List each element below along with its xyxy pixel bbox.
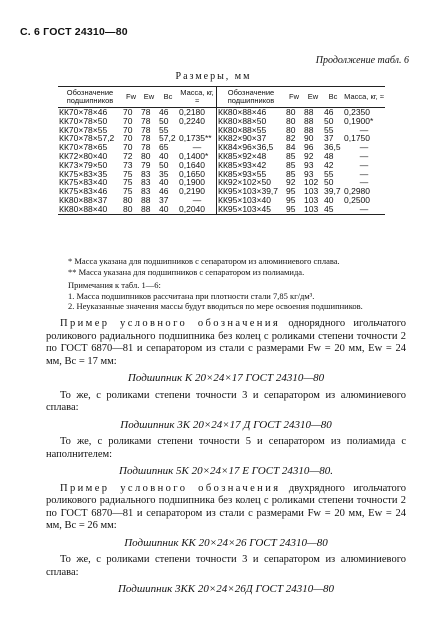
cell-bc: 46: [159, 107, 169, 117]
cell-mass: 0,1900*: [344, 115, 374, 126]
cell-bc: 50: [159, 115, 169, 126]
cell-designation: КК92×102×50: [217, 178, 286, 187]
dimensions-label: Размеры, мм: [175, 71, 252, 82]
col-ew: Ew: [303, 87, 323, 108]
cell-mass: 0,2190: [179, 186, 205, 197]
cell-designation: КК75×83×46: [59, 186, 108, 197]
cell-mass: 0,2500: [344, 194, 370, 205]
cell-bc: 50: [324, 115, 334, 126]
designation: Подшипник 3КК 20×24×26Д ГОСТ 24310—80: [117, 583, 334, 595]
cell-mass: 0,2240: [179, 115, 205, 126]
cell-designation: КК95×103×40: [217, 196, 286, 205]
cell-mass: —: [359, 159, 369, 170]
example-lead: Пример условного обозначения: [60, 482, 281, 494]
cell-designation: КК85×92×48: [217, 152, 286, 161]
cell-ew: 103: [304, 186, 319, 197]
cell-designation: КК95×103×39,7: [217, 187, 286, 196]
cell-mass: —: [359, 142, 369, 153]
cell-fw: 72: [123, 150, 133, 161]
cell-designation: КК70×78×65: [59, 142, 108, 153]
col-bc: Bc: [158, 87, 178, 108]
col-fw: Fw: [122, 87, 140, 108]
cell-designation: КК72×80×40: [59, 150, 108, 161]
cell-designation: КК70×78×57,2: [59, 133, 115, 144]
cell-fw: 80: [122, 205, 140, 214]
cell-designation: КК85×93×42: [217, 161, 286, 170]
cell-mass: —: [359, 177, 369, 188]
cell-bc: 37: [159, 194, 169, 205]
example-dims: Fw = 20 мм, Ew = 24 мм, Bc = 26 мм:: [46, 507, 406, 531]
cell-designation: КК75×83×35: [59, 168, 108, 179]
cell-bc: 42: [324, 159, 334, 170]
page-header: С. 6 ГОСТ 24310—80: [20, 26, 128, 38]
cell-mass: 0,1735**: [179, 133, 212, 144]
example-3-paragraph: То же, с роликами степени точности 5 и сепаратором из полиамида с наполнителем:: [46, 436, 406, 460]
note: 1. Масса подшипников рассчитана при плотности стали 7,85 кг/дм³.: [68, 290, 315, 301]
note: 2. Неуказанные значения массы будут вводиться по мере освоения подшипников.: [68, 301, 363, 311]
cell-mass: 0,2180: [179, 107, 205, 117]
cell-fw: 70: [123, 107, 133, 117]
cell-mass: 0,2040: [178, 205, 217, 214]
cell-fw: 82: [286, 133, 296, 144]
table-body: [58, 108, 385, 215]
col-designation: Обозначение подшипников: [58, 87, 122, 108]
cell-fw: 80: [123, 194, 133, 205]
cell-designation: КК80×88×40: [58, 205, 122, 214]
example-5-paragraph: То же, с роликами степени точности 3 и сепаратором из алюминиевого сплава:: [46, 554, 406, 578]
table-header-row: [58, 87, 385, 108]
cell-fw: 85: [286, 159, 296, 170]
example-lead: Пример условного обозначения: [60, 318, 281, 329]
cell-fw: 70: [123, 133, 133, 144]
cell-ew: 103: [303, 205, 323, 214]
designation: Подшипник 5К 20×24×17 Е ГОСТ 24310—80.: [119, 465, 333, 477]
designation: Подшипник 3К 20×24×17 Д ГОСТ 24310—80: [120, 418, 332, 431]
cell-ew: 78: [141, 124, 151, 135]
cell-mass: 0,1400*: [179, 150, 209, 161]
cell-mass: —: [359, 124, 369, 135]
cell-ew: 78: [141, 115, 151, 126]
notes-block: [58, 256, 408, 312]
cell-designation: КК95×103×45: [217, 205, 286, 214]
cell-ew: 102: [304, 177, 319, 188]
cell-designation: КК80×88×37: [59, 194, 108, 205]
cell-bc: 40: [158, 205, 178, 214]
cell-bc: 55: [324, 168, 334, 179]
cell-fw: 70: [123, 142, 133, 153]
cell-ew: 103: [304, 194, 319, 205]
cell-designation: КК70×78×46: [59, 107, 108, 117]
cell-mass: —: [359, 168, 369, 179]
example-text: однорядного игольчатого роликового радиального подшипника без колец с роликами степени точности 2 по ГОСТ 6870—81 и сепаратором из стали с размерами: [46, 318, 407, 354]
cell-mass: 0,2980: [344, 186, 370, 197]
cell-bc: 40: [159, 150, 169, 161]
cell-ew: 92: [304, 150, 314, 161]
cell-fw: 85: [286, 168, 296, 179]
table-continuation-label: Продолжение табл. 6: [315, 55, 409, 66]
cell-fw: 85: [286, 150, 296, 161]
cell-ew: 93: [304, 168, 314, 179]
cell-designation: КК80×88×55: [217, 126, 286, 135]
cell-bc: 46: [324, 107, 334, 117]
cell-ew: 83: [141, 186, 151, 197]
cell-designation: КК75×83×40: [59, 177, 108, 188]
cell-bc: 50: [159, 159, 169, 170]
cell-bc: 57,2: [159, 133, 176, 144]
col-ew: Ew: [140, 87, 158, 108]
cell-designation: КК80×88×46: [217, 108, 286, 117]
cell-ew: 88: [304, 115, 314, 126]
cell-mass: —: [359, 150, 369, 161]
cell-mass: 0,1750: [344, 133, 370, 144]
examples-section: [46, 318, 406, 601]
cell-bc: 35: [159, 168, 169, 179]
col-mass: Масса, кг, ≈: [343, 87, 385, 108]
cell-designation: КК70×78×50: [59, 115, 108, 126]
cell-fw: 80: [286, 124, 296, 135]
cell-bc: 37: [324, 133, 334, 144]
cell-fw: 73: [123, 159, 133, 170]
cell-designation: КК70×78×55: [59, 124, 108, 135]
cell-fw: 92: [286, 177, 296, 188]
designation: Подшипник КК 20×24×26 ГОСТ 24310—80: [124, 536, 328, 549]
notes-title: Примечания к табл. 1—6:: [68, 280, 161, 290]
cell-ew: 88: [141, 194, 151, 205]
example-text: двухрядного игольчатого роликового радиального подшипника без колец с роликами степени точности 2 по ГОСТ 6870—81 и сепаратором из стали с размерами: [46, 482, 407, 519]
col-mass: Масса, кг, ≈: [178, 87, 217, 108]
cell-mass: 0,1900: [179, 177, 205, 188]
cell-bc: 40: [324, 194, 334, 205]
cell-designation: КК84×96×36,5: [217, 143, 286, 152]
cell-bc: 65: [159, 142, 169, 153]
cell-bc: 39,7: [324, 186, 341, 197]
cell-ew: 88: [140, 205, 158, 214]
table-row: [58, 205, 385, 214]
cell-designation: КК85×93×55: [217, 170, 286, 179]
cell-mass: —: [343, 205, 385, 214]
cell-ew: 78: [141, 107, 151, 117]
cell-fw: 75: [123, 168, 133, 179]
cell-fw: 75: [123, 186, 133, 197]
example-dims: Fw = 20 мм, Ew = 24 мм, Bc = 17 мм:: [46, 343, 406, 367]
cell-fw: 95: [285, 205, 303, 214]
example-4-paragraph: [46, 483, 406, 533]
cell-bc: 55: [159, 124, 169, 135]
cell-bc: 40: [159, 177, 169, 188]
cell-ew: 79: [141, 159, 151, 170]
cell-bc: 50: [324, 177, 334, 188]
col-designation: Обозначение подшипников: [217, 87, 286, 108]
cell-ew: 83: [141, 177, 151, 188]
cell-mass: 0,1650: [179, 168, 205, 179]
example-1-paragraph: [46, 318, 406, 368]
col-bc: Bc: [323, 87, 343, 108]
cell-fw: 95: [286, 194, 296, 205]
footnote: ** Масса указана для подшипников с сепаратором из полиамида.: [68, 266, 305, 277]
cell-designation: КК82×90×37: [217, 134, 286, 143]
col-fw: Fw: [285, 87, 303, 108]
cell-fw: 80: [286, 107, 296, 117]
cell-fw: 70: [123, 124, 133, 135]
cell-mass: —: [192, 194, 202, 205]
cell-ew: 83: [141, 168, 151, 179]
cell-ew: 90: [304, 133, 314, 144]
bearing-table: [58, 86, 385, 215]
cell-mass: —: [192, 142, 202, 153]
cell-fw: 80: [286, 115, 296, 126]
footnote: * Масса указана для подшипников с сепаратором из алюминиевого сплава.: [68, 256, 340, 266]
cell-fw: 75: [123, 177, 133, 188]
cell-fw: 70: [123, 115, 133, 126]
cell-bc: 55: [324, 124, 334, 135]
cell-mass: 0,2350: [344, 107, 370, 117]
cell-ew: 93: [304, 159, 314, 170]
cell-ew: 96: [304, 142, 314, 153]
cell-designation: КК73×79×50: [59, 159, 108, 170]
cell-ew: 78: [141, 133, 151, 144]
cell-ew: 88: [304, 107, 314, 117]
designation: Подшипник К 20×24×17 ГОСТ 24310—80: [127, 372, 325, 384]
cell-bc: 46: [159, 186, 169, 197]
cell-fw: 84: [286, 142, 296, 153]
cell-fw: 95: [286, 186, 296, 197]
cell-ew: 88: [304, 124, 314, 135]
cell-ew: 78: [141, 142, 151, 153]
example-2-paragraph: То же, с роликами степени точности 3 и сепаратором из алюминиевого сплава:: [46, 389, 406, 413]
cell-ew: 80: [141, 150, 151, 161]
cell-bc: 45: [323, 205, 343, 214]
cell-bc: 36,5: [324, 142, 341, 153]
cell-designation: КК80×88×50: [217, 117, 286, 126]
cell-bc: 48: [324, 150, 334, 161]
cell-mass: 0,1640: [179, 159, 205, 170]
